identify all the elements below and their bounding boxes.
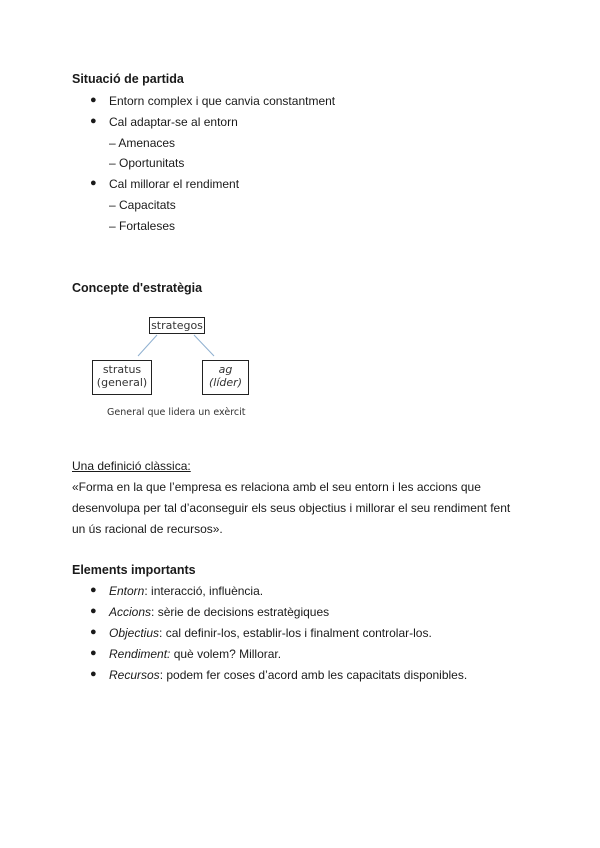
- element-desc: : podem fer coses d’acord amb les capacitats disponibles.: [159, 668, 468, 682]
- definition-line: «Forma en la que l’empresa es relaciona amb el seu entorn i les accions que: [72, 480, 481, 494]
- bullet-text: Entorn complex i que canvia constantment: [109, 94, 336, 108]
- diagram-caption: General que lidera un exèrcit: [107, 407, 246, 418]
- element-desc: : cal definir-los, establir-los i finalment controlar-los.: [159, 626, 432, 640]
- heading-concepte: Concepte d'estratègia: [72, 281, 203, 295]
- definition-line: un ús racional de recursos».: [72, 522, 223, 536]
- bullet-text: Cal adaptar-se al entorn: [109, 115, 238, 129]
- sub-item: – Fortaleses: [109, 219, 176, 233]
- diagram-right-box: [202, 360, 249, 395]
- diagram-root-label: strategos: [151, 319, 203, 332]
- bullet-icon: ●: [90, 94, 97, 106]
- element-desc: : interacció, influència.: [144, 584, 264, 598]
- heading-elements: Elements importants: [72, 563, 196, 577]
- element-term: Entorn: [109, 584, 145, 598]
- bullet-text: Cal millorar el rendiment: [109, 177, 240, 191]
- sub-item: – Amenaces: [109, 136, 176, 150]
- bullet-icon: ●: [90, 668, 97, 680]
- bullet-icon: ●: [90, 584, 97, 596]
- element-desc: què volem? Millorar.: [170, 647, 282, 661]
- element-desc: : sèrie de decisions estratègiques: [151, 605, 330, 619]
- bullet-icon: ●: [90, 115, 97, 127]
- element-term: Recursos: [109, 668, 160, 682]
- definition-title: Una definició clàssica:: [72, 459, 191, 473]
- diagram-right-line1: ag: [218, 363, 233, 376]
- connector-left: [138, 335, 157, 356]
- bullet-icon: ●: [90, 605, 97, 617]
- diagram-left-line1: stratus: [102, 363, 142, 376]
- sub-item: – Capacitats: [109, 198, 176, 212]
- diagram-left-line2: (general): [96, 376, 148, 389]
- bullet-icon: ●: [90, 647, 97, 659]
- element-term: Rendiment:: [109, 647, 171, 661]
- definition-line: desenvolupa per tal d’aconseguir els seus objectius i millorar el seu rendiment fent: [72, 501, 511, 515]
- diagram-right-line2: (líder): [209, 376, 242, 389]
- diagram-left-box: [92, 360, 152, 395]
- element-term: Accions: [109, 605, 152, 619]
- element-term: Objectius: [109, 626, 160, 640]
- diagram-root-box: [149, 317, 205, 334]
- sub-item: – Oportunitats: [109, 156, 185, 170]
- heading-situacio: Situació de partida: [72, 72, 184, 86]
- connector-right: [194, 335, 214, 356]
- bullet-icon: ●: [90, 626, 97, 638]
- bullet-icon: ●: [90, 177, 97, 189]
